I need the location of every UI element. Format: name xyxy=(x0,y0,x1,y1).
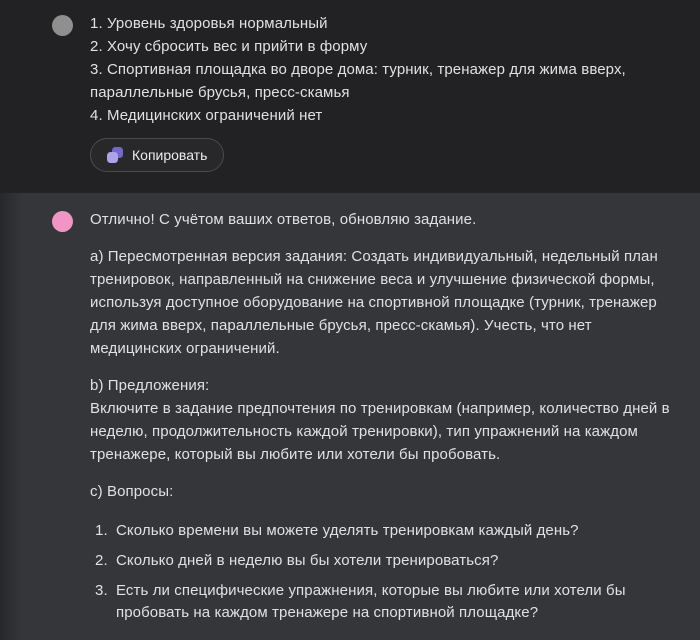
question-item: 2. Сколько дней в неделю вы бы хотели тренироваться? xyxy=(112,550,676,572)
assistant-section-a: a) Пересмотренная версия задания: Создать индивидуальный, недельный план тренировок, направленный на снижение веса и улучшение физической формы, используя доступное оборудование на спортивной площадке (турник, тренажер для жима вверх, параллельные брусья, пресс-скамья). Учесть, что нет медицинских ограничений. xyxy=(90,248,658,357)
copy-icon xyxy=(107,147,123,163)
user-message-line: 4. Медицинских ограничений нет xyxy=(90,107,323,124)
user-message-line: 1. Уровень здоровья нормальный xyxy=(90,15,328,32)
assistant-intro: Отлично! С учётом ваших ответов, обновляю задание. xyxy=(90,211,477,228)
assistant-avatar xyxy=(52,211,73,232)
assistant-section-c-heading: c) Вопросы: xyxy=(90,483,174,500)
user-avatar xyxy=(52,15,73,36)
copy-button[interactable] xyxy=(90,138,224,172)
question-item: 1. Сколько времени вы можете уделять тренировкам каждый день? xyxy=(112,520,676,542)
assistant-message-content xyxy=(90,208,676,624)
copy-button-label: Копировать xyxy=(132,147,208,163)
assistant-questions-list xyxy=(90,520,676,624)
user-message-line: 3. Спортивная площадка во дворе дома: турник, тренажер для жима вверх, параллельные брусья, пресс-скамья xyxy=(90,61,626,101)
assistant-section-b-body: Включите в задание предпочтения по тренировкам (например, количество дней в неделю, продолжительность каждой тренировки), тип упражнений на каждом тренажере, который вы любите или хотели бы пробовать. xyxy=(90,400,670,463)
assistant-message xyxy=(0,192,700,640)
question-item: 3. Есть ли специфические упражнения, которые вы любите или хотели бы пробовать на каждом тренажере на спортивной площадке? xyxy=(112,580,676,624)
assistant-section-b xyxy=(90,374,676,466)
assistant-section-b-heading: b) Предложения: xyxy=(90,377,210,394)
user-message-content xyxy=(90,12,676,172)
user-message xyxy=(0,0,700,192)
user-message-line: 2. Хочу сбросить вес и прийти в форму xyxy=(90,38,368,55)
